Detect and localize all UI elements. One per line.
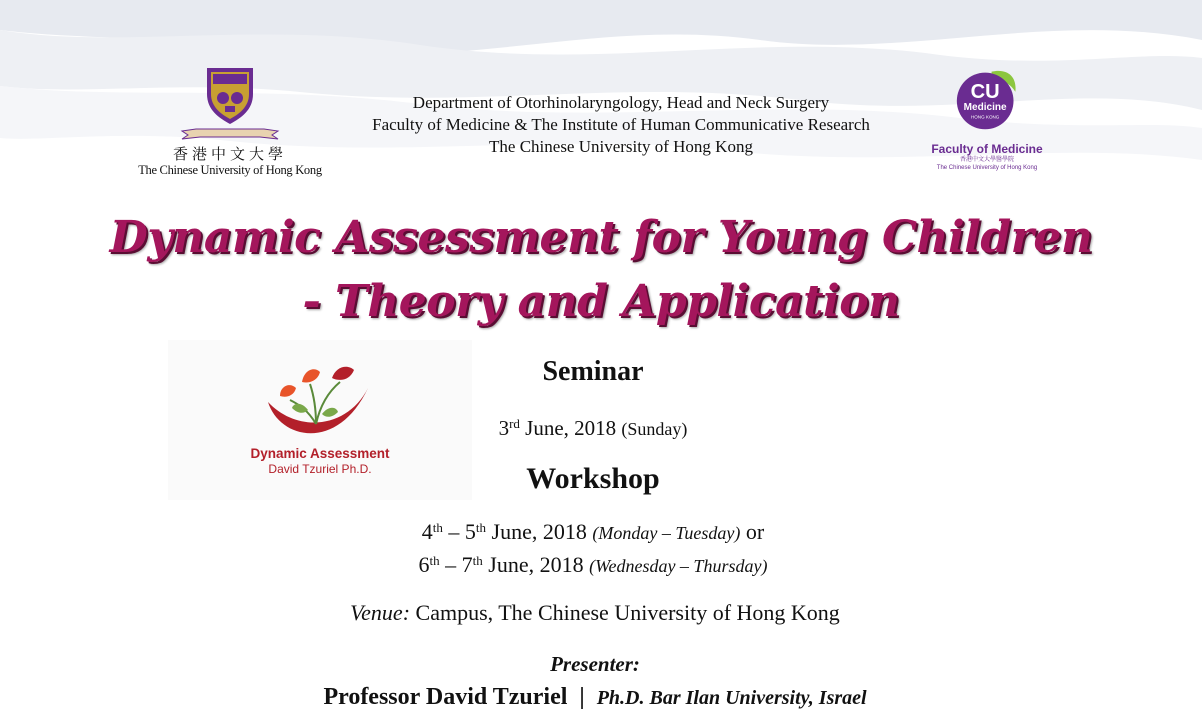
- header-department: Department of Otorhinolaryngology, Head and Neck Surgery: [412, 93, 830, 112]
- venue-value: Campus, The Chinese University of Hong Kong: [415, 600, 840, 625]
- seminar-weekday: (Sunday): [621, 419, 688, 439]
- session2-date-rest: June, 2018: [482, 552, 584, 577]
- session1-sep: –: [442, 519, 465, 544]
- cu-medicine-emblem-icon: [955, 68, 1019, 132]
- da-logo-author: David Tzuriel Ph.D.: [268, 462, 372, 476]
- seminar-date-rest: June, 2018: [519, 416, 617, 440]
- workshop-session-2: [0, 552, 1194, 578]
- cuhk-chinese-name: 香港中文大學: [172, 147, 287, 163]
- da-logo-name: Dynamic Assessment: [250, 446, 390, 461]
- title-line-2: - Theory and Application: [302, 276, 900, 327]
- venue-label: Venue:: [350, 600, 411, 625]
- session1-end: 5: [464, 519, 476, 544]
- presenter-divider: |: [579, 684, 585, 710]
- session1-weekdays: (Monday – Tuesday): [592, 523, 741, 543]
- med-english-sub: The Chinese University of Hong Kong: [936, 165, 1038, 171]
- workshop-session-1: [0, 519, 1194, 545]
- session2-weekdays: (Wednesday – Thursday): [589, 556, 768, 576]
- session2-start-suffix: th: [429, 553, 440, 568]
- presenter-name: Professor David Tzuriel: [323, 684, 568, 710]
- session2-end-suffix: th: [472, 553, 483, 568]
- session1-start: 4: [421, 519, 433, 544]
- seminar-date: [0, 416, 1194, 441]
- cuhk-english-name: The Chinese University of Hong Kong: [138, 163, 322, 177]
- session1-start-suffix: th: [432, 520, 443, 535]
- presenter: [0, 684, 1196, 711]
- cu-medicine-logo: [930, 68, 1044, 172]
- header-university: The Chinese University of Hong Kong: [489, 137, 753, 156]
- hong-kong-text: HONG KONG: [970, 114, 1000, 120]
- med-faculty-label: Faculty of Medicine: [931, 142, 1043, 156]
- session2-end: 7: [461, 552, 473, 577]
- med-chinese-sub: 香港中文大學醫學院: [959, 157, 1014, 163]
- seminar-day: 3: [498, 416, 510, 440]
- cu-text: CU: [970, 81, 1000, 104]
- session-joiner: or: [745, 519, 765, 544]
- seminar-day-suffix: rd: [509, 416, 520, 431]
- seminar-heading: Seminar: [542, 356, 644, 387]
- presenter-label: Presenter:: [550, 652, 640, 676]
- medicine-text: Medicine: [963, 102, 1007, 114]
- session1-date-rest: June, 2018: [486, 519, 587, 544]
- presenter-credentials: Ph.D. Bar Ilan University, Israel: [596, 687, 867, 709]
- session1-end-suffix: th: [475, 520, 487, 535]
- venue: [0, 600, 1196, 626]
- session2-start: 6: [418, 552, 430, 577]
- session2-sep: –: [439, 552, 462, 577]
- title-line-1: Dynamic Assessment for Young Children: [109, 212, 1093, 263]
- workshop-heading: Workshop: [526, 462, 660, 495]
- header-faculty: Faculty of Medicine & The Institute of Human Communicative Research: [372, 115, 870, 134]
